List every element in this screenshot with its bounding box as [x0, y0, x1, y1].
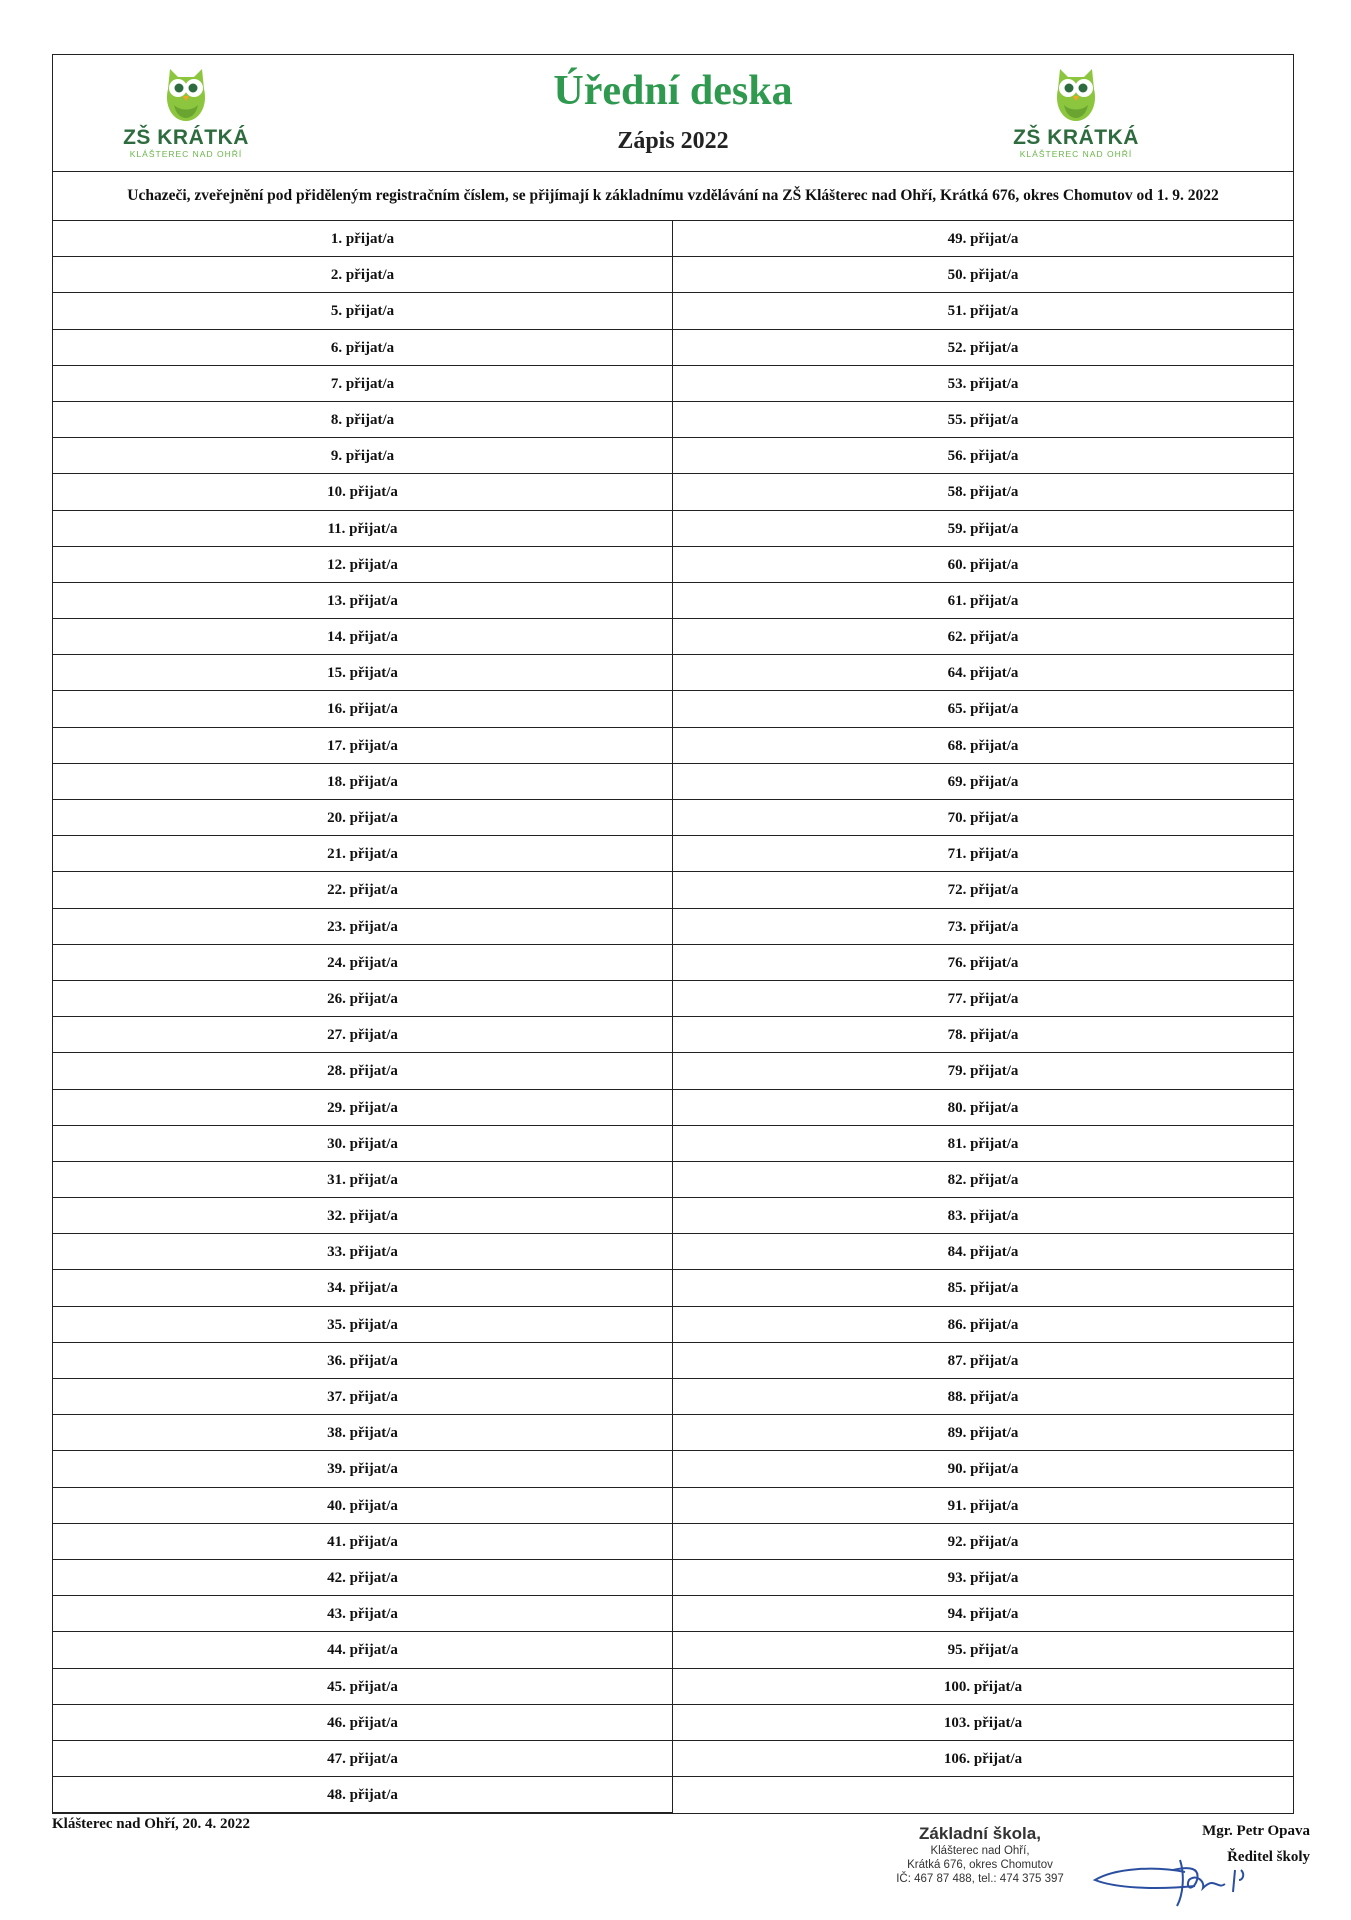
table-row: 91. přijat/a: [673, 1488, 1293, 1524]
table-row: 82. přijat/a: [673, 1162, 1293, 1198]
table-row: 6. přijat/a: [53, 330, 672, 366]
table-row: 106. přijat/a: [673, 1741, 1293, 1777]
table-row: 59. přijat/a: [673, 511, 1293, 547]
table-row: 46. přijat/a: [53, 1705, 672, 1741]
table-row: 100. přijat/a: [673, 1669, 1293, 1705]
school-logo-right: [1001, 63, 1151, 159]
logo-name: ZŠ KRÁTKÁ: [1013, 126, 1139, 149]
signature-icon: [1085, 1840, 1295, 1910]
stamp-line: IČ: 467 87 488, tel.: 474 375 397: [896, 1873, 1064, 1885]
table-row: 62. přijat/a: [673, 619, 1293, 655]
school-stamp: [880, 1824, 1080, 1886]
table-row: 38. přijat/a: [53, 1415, 672, 1451]
table-row: 18. přijat/a: [53, 764, 672, 800]
table-row: 64. přijat/a: [673, 655, 1293, 691]
table-row: 58. přijat/a: [673, 474, 1293, 510]
table-row: 39. přijat/a: [53, 1451, 672, 1487]
table-row: 8. přijat/a: [53, 402, 672, 438]
table-row: 48. přijat/a: [53, 1777, 672, 1813]
table-row: 10. přijat/a: [53, 474, 672, 510]
table-row: 51. přijat/a: [673, 293, 1293, 329]
notice-sheet: [52, 54, 1294, 1814]
table-row: 33. přijat/a: [53, 1234, 672, 1270]
table-row: 77. přijat/a: [673, 981, 1293, 1017]
admission-table: [53, 221, 1293, 1813]
logo-subtitle: KLÁŠTEREC NAD OHŘÍ: [129, 149, 243, 159]
table-row: 81. přijat/a: [673, 1126, 1293, 1162]
table-row: 43. přijat/a: [53, 1596, 672, 1632]
table-row: 29. přijat/a: [53, 1090, 672, 1126]
stamp-line: Klášterec nad Ohří,: [930, 1845, 1030, 1857]
table-row: 1. přijat/a: [53, 221, 672, 257]
table-row: [673, 1777, 1293, 1813]
table-row: 71. přijat/a: [673, 836, 1293, 872]
table-row: 7. přijat/a: [53, 366, 672, 402]
director-name: Mgr. Petr Opava: [1202, 1823, 1310, 1839]
table-row: 34. přijat/a: [53, 1270, 672, 1306]
table-row: 28. přijat/a: [53, 1053, 672, 1089]
logo-subtitle: KLÁŠTEREC NAD OHŘÍ: [1019, 149, 1133, 159]
table-row: 47. přijat/a: [53, 1741, 672, 1777]
table-row: 52. přijat/a: [673, 330, 1293, 366]
table-row: 26. přijat/a: [53, 981, 672, 1017]
table-column-left: [53, 221, 673, 1813]
table-row: 69. přijat/a: [673, 764, 1293, 800]
table-row: 9. přijat/a: [53, 438, 672, 474]
page-subtitle: Zápis 2022: [617, 128, 729, 154]
table-row: 49. přijat/a: [673, 221, 1293, 257]
director-role: Ředitel školy: [1227, 1849, 1310, 1865]
table-row: 42. přijat/a: [53, 1560, 672, 1596]
table-row: 12. přijat/a: [53, 547, 672, 583]
table-row: 84. přijat/a: [673, 1234, 1293, 1270]
table-row: 41. přijat/a: [53, 1524, 672, 1560]
stamp-name: Základní škola,: [919, 1824, 1041, 1843]
table-row: 86. přijat/a: [673, 1307, 1293, 1343]
table-row: 50. přijat/a: [673, 257, 1293, 293]
table-row: 56. přijat/a: [673, 438, 1293, 474]
table-row: 73. přijat/a: [673, 909, 1293, 945]
table-row: 78. přijat/a: [673, 1017, 1293, 1053]
stamp-line: Krátká 676, okres Chomutov: [907, 1859, 1053, 1871]
table-row: 90. přijat/a: [673, 1451, 1293, 1487]
table-row: 15. přijat/a: [53, 655, 672, 691]
table-row: 31. přijat/a: [53, 1162, 672, 1198]
table-row: 53. přijat/a: [673, 366, 1293, 402]
table-row: 103. přijat/a: [673, 1705, 1293, 1741]
table-row: 95. přijat/a: [673, 1632, 1293, 1668]
table-row: 16. přijat/a: [53, 691, 672, 727]
table-row: 68. přijat/a: [673, 728, 1293, 764]
table-row: 24. přijat/a: [53, 945, 672, 981]
table-row: 17. přijat/a: [53, 728, 672, 764]
table-row: 80. přijat/a: [673, 1090, 1293, 1126]
table-row: 32. přijat/a: [53, 1198, 672, 1234]
table-row: 37. přijat/a: [53, 1379, 672, 1415]
table-row: 14. přijat/a: [53, 619, 672, 655]
header: [53, 55, 1293, 172]
table-row: 23. přijat/a: [53, 909, 672, 945]
table-row: 65. přijat/a: [673, 691, 1293, 727]
table-row: 79. přijat/a: [673, 1053, 1293, 1089]
table-row: 72. přijat/a: [673, 872, 1293, 908]
table-row: 13. přijat/a: [53, 583, 672, 619]
table-row: 92. přijat/a: [673, 1524, 1293, 1560]
table-row: 87. přijat/a: [673, 1343, 1293, 1379]
table-row: 60. přijat/a: [673, 547, 1293, 583]
table-row: 22. přijat/a: [53, 872, 672, 908]
page-title: Úřední deska: [553, 68, 793, 114]
table-row: 94. přijat/a: [673, 1596, 1293, 1632]
table-row: 21. přijat/a: [53, 836, 672, 872]
table-row: 45. přijat/a: [53, 1669, 672, 1705]
table-row: 2. přijat/a: [53, 257, 672, 293]
owl-logo-icon: [1046, 63, 1106, 125]
table-row: 61. přijat/a: [673, 583, 1293, 619]
table-row: 11. přijat/a: [53, 511, 672, 547]
table-row: 93. přijat/a: [673, 1560, 1293, 1596]
table-row: 35. přijat/a: [53, 1307, 672, 1343]
intro-text: Uchazeči, zveřejnění pod přiděleným registračním číslem, se přijímají k základnímu vzdělávání na ZŠ Klášterec nad Ohří, Krátká 676, okres Chomutov od 1. 9. 2022: [53, 172, 1293, 221]
table-row: 85. přijat/a: [673, 1270, 1293, 1306]
table-row: 89. přijat/a: [673, 1415, 1293, 1451]
table-row: 20. přijat/a: [53, 800, 672, 836]
table-row: 27. přijat/a: [53, 1017, 672, 1053]
table-row: 44. přijat/a: [53, 1632, 672, 1668]
table-row: 36. přijat/a: [53, 1343, 672, 1379]
table-row: 88. přijat/a: [673, 1379, 1293, 1415]
table-row: 40. přijat/a: [53, 1488, 672, 1524]
place-date: Klášterec nad Ohří, 20. 4. 2022: [52, 1816, 251, 1832]
logo-name: ZŠ KRÁTKÁ: [123, 126, 249, 149]
table-row: 76. přijat/a: [673, 945, 1293, 981]
table-row: 30. přijat/a: [53, 1126, 672, 1162]
table-row: 70. přijat/a: [673, 800, 1293, 836]
table-column-right: [673, 221, 1293, 1813]
table-row: 83. přijat/a: [673, 1198, 1293, 1234]
table-row: 5. přijat/a: [53, 293, 672, 329]
table-row: 55. přijat/a: [673, 402, 1293, 438]
